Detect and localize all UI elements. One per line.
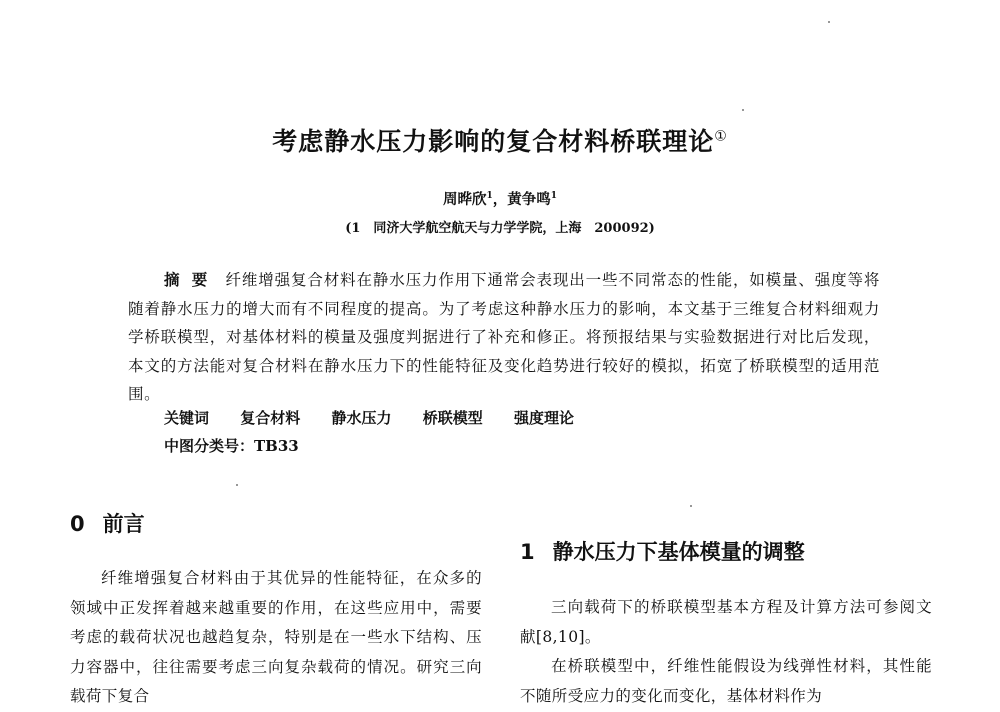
body-paragraph: 在桥联模型中，纤维性能假设为线弹性材料，其性能不随所受应力的变化而变化，基体材料作为 [520,657,932,705]
scan-speck [236,484,238,486]
abstract [128,266,880,409]
keywords-label: 关键词 [164,409,210,427]
section-title: 静水压力下基体模量的调整 [552,540,805,564]
right-column [520,593,932,711]
section-number: 0 [70,512,85,536]
author-separator: ， [492,191,508,208]
abstract-label: 摘要 [164,270,220,289]
body-paragraph: 纤维增强复合材料由于其优异的性能特征，在众多的领域中正发挥着越来越重要的作用，在这些应用中，需要考虑的载荷状况也越趋复杂，特别是在一些水下结构、压力容器中，往往需要考虑三向复杂载荷的情况。研究三向载荷下复合 [70,569,482,705]
keywords [164,407,600,428]
author-affiliation-mark: 1 [550,191,558,202]
author-name: 黄争鸣 [507,191,551,208]
keyword: 静水压力 [331,409,392,427]
section-title: 前言 [102,512,145,536]
title-footnote-mark: ① [714,128,728,145]
paper-title [0,122,1000,158]
author-affiliation-mark: 1 [486,191,493,202]
left-column [70,564,482,712]
paper-title-text: 考虑静水压力影响的复合材料桥联理论 [272,127,715,156]
keyword: 桥联模型 [422,409,483,427]
keyword: 强度理论 [514,409,575,427]
affiliation: (1 同济大学航空航天与力学学院，上海 200092) [345,221,655,236]
scan-speck [690,505,692,507]
section-0-heading [70,508,145,538]
scan-speck [742,109,744,111]
body-paragraph: 三向载荷下的桥联模型基本方程及计算方法可参阅文献[8,10]。 [520,598,932,646]
section-number: 1 [520,540,535,564]
section-1-heading [520,536,805,566]
scan-speck [828,21,830,23]
classification-number: 中图分类号：TB33 [164,437,299,455]
author-name: 周晔欣 [442,191,487,208]
abstract-text: 纤维增强复合材料在静水压力作用下通常会表现出一些不同常态的性能，如模量、强度等将随着静水压力的增大而有不同程度的提高。为了考虑这种静水压力的影响，本文基于三维复合材料细观力学桥联模型，对基体材料的模量及强度判据进行了补充和修正。将预报结果与实验数据进行对比后发现，本文的方法能对复合材料在静水压力下的性能特征及变化趋势进行较好的模拟，拓宽了桥联模型的适用范围。 [128,271,880,403]
author-line [0,188,1000,209]
keyword: 复合材料 [240,409,301,427]
